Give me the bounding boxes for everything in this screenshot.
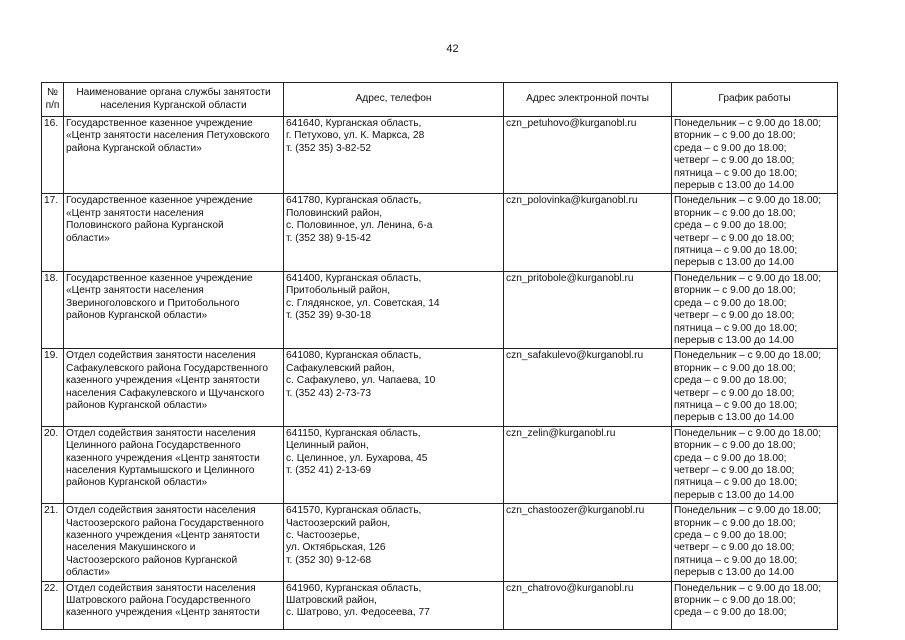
schedule-line: Понедельник – с 9.00 до 18.00; [674,427,822,439]
name-line: района Курганской области» [66,142,202,154]
schedule-line: четверг – с 9.00 до 18.00; [674,310,795,322]
schedule-line: вторник – с 9.00 до 18.00; [674,130,796,142]
name-line: области» [66,232,110,244]
row-number: 17. [42,194,64,271]
name-line: районов Курганской области» [66,310,208,322]
email-cell: czn_polovinka@kurganobl.ru [504,194,672,271]
schedule-line: четверг – с 9.00 до 18.00; [674,155,795,167]
address-line: т. (352 30) 9-12-68 [286,554,372,566]
schedule-line: Понедельник – с 9.00 до 18.00; [674,582,822,594]
name-line: казенного учреждения «Центр занятости [66,530,260,541]
schedule-line: пятница – с 9.00 до 18.00; [674,245,798,257]
name-line: Целинного района Государственного [66,440,241,452]
name-line: «Центр занятости населения [66,207,204,219]
table-row [42,504,838,581]
schedule-line: среда – с 9.00 до 18.00; [674,452,787,464]
schedule-cell [672,349,838,426]
schedule-line: среда – с 9.00 до 18.00; [674,142,787,154]
name-line: Частоозерского района Государственного [66,517,264,529]
name-line: Отдел содействия занятости населения [66,350,256,362]
name-line: «Центр занятости населения Петуховского [66,130,270,142]
schedule-line: вторник – с 9.00 до 18.00; [674,362,796,374]
table-body [42,117,838,630]
schedule-line: перерыв с 13.00 до 14.00 [674,334,794,346]
name-line: «Центр занятости населения [66,285,204,297]
header-num: № п/п [42,83,64,117]
name-line: Государственное казенное учреждение [66,118,253,129]
header-email: Адрес электронной почты [504,83,672,117]
address-line: т. (352 38) 9-15-42 [286,232,372,244]
schedule-line: перерыв с 13.00 до 14.00 [674,489,794,501]
address-line: Шатровский район, [286,595,377,607]
address-line: Частоозерский район, [286,517,391,529]
schedule-line: пятница – с 9.00 до 18.00; [674,554,798,566]
employment-centers-table [41,82,838,630]
schedule-line: среда – с 9.00 до 18.00; [674,530,787,541]
schedule-line: Понедельник – с 9.00 до 18.00; [674,272,822,284]
address-line: 641960, Курганская область, [286,582,422,594]
address-line: с. Шатрово, ул. Федосеева, 77 [286,607,430,619]
address-cell [284,194,504,271]
schedule-cell [672,581,838,629]
org-name-cell [64,426,284,503]
row-number: 16. [42,117,64,194]
address-line: с. Глядянское, ул. Советская, 14 [286,297,440,309]
schedule-line: перерыв с 13.00 до 14.00 [674,257,794,269]
schedule-line: среда – с 9.00 до 18.00; [674,220,787,232]
name-line: казенного учреждения «Центр занятости [66,607,260,619]
table-header-row [42,83,838,117]
schedule-cell [672,504,838,581]
name-line: Сафакулевского района Государственного [66,362,269,374]
schedule-cell [672,426,838,503]
schedule-line: Понедельник – с 9.00 до 18.00; [674,118,822,129]
address-cell [284,271,504,348]
name-line: казенного учреждения «Центр занятости [66,375,260,387]
address-line: с. Целинное, ул. Бухарова, 45 [286,452,428,464]
name-line: Половинского района Курганской [66,220,224,232]
org-name-cell [64,581,284,629]
email-cell: czn_safakulevo@kurganobl.ru [504,349,672,426]
schedule-line: пятница – с 9.00 до 18.00; [674,399,798,411]
table-row [42,271,838,348]
schedule-line: пятница – с 9.00 до 18.00; [674,477,798,489]
table-row [42,117,838,194]
org-name-cell [64,349,284,426]
header-schedule: График работы [672,83,838,117]
address-line: ул. Октябрьская, 126 [286,542,386,554]
row-number: 18. [42,271,64,348]
schedule-line: четверг – с 9.00 до 18.00; [674,464,795,476]
schedule-line: среда – с 9.00 до 18.00; [674,607,787,619]
name-line: Частоозерского районов Курганской [66,554,238,566]
row-number: 21. [42,504,64,581]
schedule-line: пятница – с 9.00 до 18.00; [674,322,798,334]
row-number: 19. [42,349,64,426]
email-cell: czn_pritobole@kurganobl.ru [504,271,672,348]
schedule-line: среда – с 9.00 до 18.00; [674,297,787,309]
org-name-cell [64,194,284,271]
name-line: Шатровского района Государственного [66,595,251,607]
email-cell: czn_chastoozer@kurganobl.ru [504,504,672,581]
address-line: г. Петухово, ул. К. Маркса, 28 [286,130,425,142]
email-cell: czn_zelin@kurganobl.ru [504,426,672,503]
schedule-line: вторник – с 9.00 до 18.00; [674,207,796,219]
schedule-line: четверг – с 9.00 до 18.00; [674,232,795,244]
address-line: Сафакулевский район, [286,362,395,374]
schedule-line: перерыв с 13.00 до 14.00 [674,180,794,192]
schedule-line: среда – с 9.00 до 18.00; [674,375,787,387]
address-cell [284,117,504,194]
address-line: с. Половинное, ул. Ленина, 6-а [286,220,433,232]
schedule-line: вторник – с 9.00 до 18.00; [674,285,796,297]
schedule-line: четверг – с 9.00 до 18.00; [674,542,795,554]
address-line: 641400, Курганская область, [286,272,422,284]
address-line: с. Частоозерье, [286,530,360,541]
address-line: 641150, Курганская область, [286,427,421,439]
address-line: т. (352 39) 9-30-18 [286,310,372,322]
schedule-cell [672,117,838,194]
schedule-line: пятница – с 9.00 до 18.00; [674,167,798,179]
address-cell [284,581,504,629]
table-row [42,581,838,629]
name-line: районов Курганской области» [66,399,208,411]
schedule-line: Понедельник – с 9.00 до 18.00; [674,505,822,517]
schedule-line: Понедельник – с 9.00 до 18.00; [674,195,822,207]
row-number: 20. [42,426,64,503]
org-name-cell [64,271,284,348]
page-number: 42 [446,43,459,55]
name-line: Государственное казенное учреждение [66,195,253,207]
address-line: с. Сафакулево, ул. Чапаева, 10 [286,375,436,387]
name-line: Государственное казенное учреждение [66,272,253,284]
org-name-cell [64,504,284,581]
schedule-cell [672,194,838,271]
address-line: Половинский район, [286,207,383,219]
row-number: 22. [42,581,64,629]
schedule-line: четверг – с 9.00 до 18.00; [674,387,795,399]
name-line: Отдел содействия занятости населения [66,582,256,594]
schedule-line: перерыв с 13.00 до 14.00 [674,412,794,424]
email-cell: czn_chatrovo@kurganobl.ru [504,581,672,629]
schedule-cell [672,271,838,348]
address-cell [284,504,504,581]
table-row [42,426,838,503]
address-line: 641080, Курганская область, [286,350,422,362]
address-line: т. (352 35) 3-82-52 [286,142,372,154]
address-line: т. (352 43) 2-73-73 [286,387,372,399]
header-name: Наименование органа службы занятости населения Курганской области [64,83,284,117]
address-line: 641570, Курганская область, [286,505,422,517]
name-line: казенного учреждения «Центр занятости [66,452,260,464]
schedule-line: вторник – с 9.00 до 18.00; [674,595,796,607]
table-row [42,194,838,271]
name-line: Отдел содействия занятости населения [66,427,256,439]
table-row [42,349,838,426]
schedule-line: вторник – с 9.00 до 18.00; [674,517,796,529]
schedule-line: вторник – с 9.00 до 18.00; [674,440,796,452]
address-line: 641640, Курганская область, [286,118,422,129]
org-name-cell [64,117,284,194]
email-cell: czn_petuhovo@kurganobl.ru [504,117,672,194]
name-line: населения Куртамышского и Целинного [66,464,255,476]
name-line: населения Макушинского и [66,542,196,554]
name-line: Отдел содействия занятости населения [66,505,256,517]
name-line: населения Сафакулевского и Щучанского [66,387,265,399]
address-line: т. (352 41) 2-13-69 [286,464,372,476]
address-line: Целинный район, [286,440,369,452]
schedule-line: перерыв с 13.00 до 14.00 [674,567,794,579]
address-cell [284,426,504,503]
address-line: 641780, Курганская область, [286,195,422,207]
header-address: Адрес, телефон [284,83,504,117]
name-line: районов Курганской области» [66,477,208,489]
name-line: Звериноголовского и Притобольного [66,297,240,309]
name-line: области» [66,567,110,579]
schedule-line: Понедельник – с 9.00 до 18.00; [674,350,822,362]
address-line: Притобольный район, [286,285,391,297]
address-cell [284,349,504,426]
